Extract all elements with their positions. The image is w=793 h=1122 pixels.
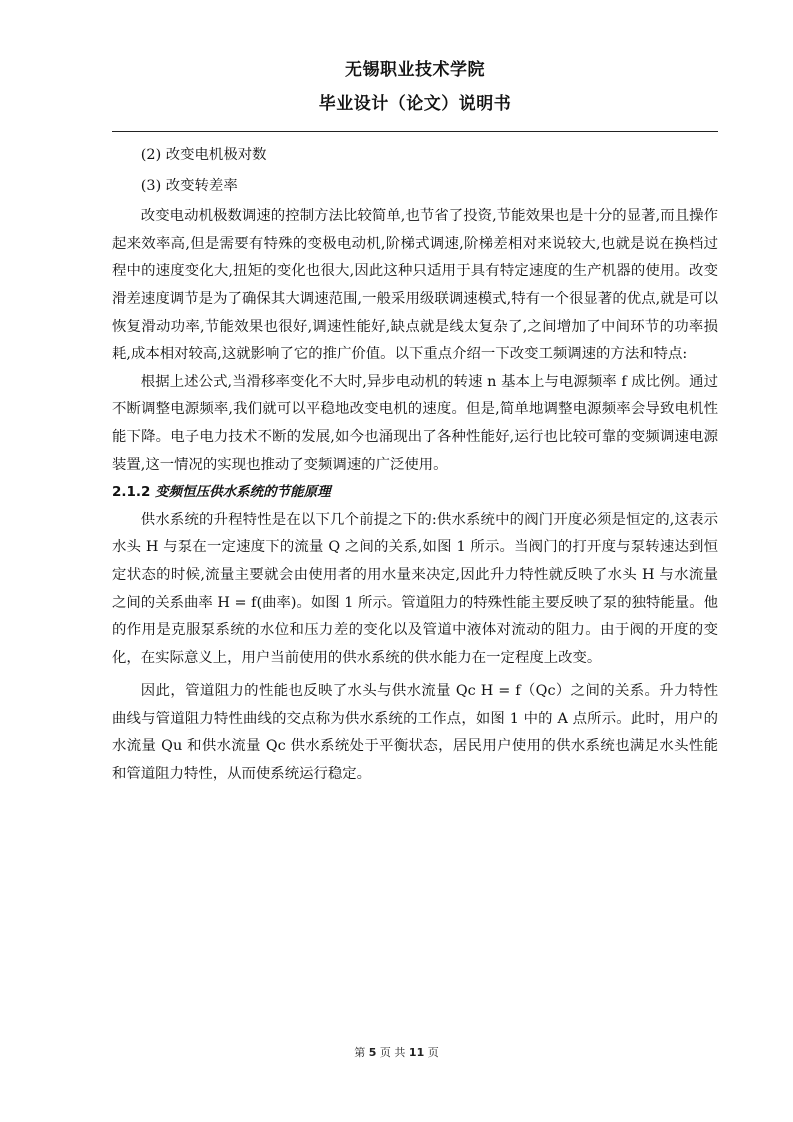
current-page-number: 5: [368, 1046, 377, 1059]
section-number: 2.1.2: [112, 484, 151, 501]
footer-prefix: 第: [354, 1046, 366, 1059]
body-paragraph: 改变电动机极数调速的控制方法比较简单,也节省了投资,节能效果也是十分的显著,而且操作起来效率高,但是需要有特殊的变极电动机,阶梯式调速,阶梯差相对来说较大,也就是说在换档过程中的速度变化大,扭矩的变化也很大,因此这种只适用于具有特定速度的生产机器的使用。改变滑差速度调节是为了确保其大调速范围,一般采用级联调速模式,特有一个很显著的优点,就是可以恢复滑动功率,节能效果也很好,调速性能好,缺点就是线太复杂了,之间增加了中间环节的功率损耗,成本相对较高,这就影响了它的推广价值。以下重点介绍一下改变工频调速的方法和特点:: [112, 208, 718, 363]
body-paragraph: 因此，管道阻力的性能也反映了水头与供水流量 Qc H = f（Qc）之间的关系。升力特性曲线与管道阻力特性曲线的交点称为供水系统的工作点，如图 1 中的 A 点所示。此时，用户的水流量 Qu 和供水流量 Qc 供水系统处于平衡状态，居民用户使用的供水系统也满足水头性能和管道阻力特性，从而使系统运行稳定。: [112, 683, 718, 783]
total-pages-number: 11: [408, 1046, 425, 1059]
header-divider: [112, 131, 718, 132]
footer-middle: 页 共: [379, 1046, 406, 1059]
list-item: (3) 改变转差率: [140, 177, 238, 194]
page-footer: [0, 1044, 793, 1060]
list-item: (2) 改变电机极对数: [140, 147, 267, 163]
body-paragraph: 供水系统的升程特性是在以下几个前提之下的:供水系统中的阀门开度必须是恒定的,这表示水头 H 与泵在一定速度下的流量 Q 之间的关系,如图 1 所示。当阀门的打开度与泵转速达到恒定状态的时候,流量主要就会由使用者的用水量来决定,因此升力特性就反映了水头 H 与水流量之间的关系曲率 H = f(曲率)。如图 1 所示。管道阻力的特殊性能主要反映了泵的独特能量。他的作用是克服泵系统的水位和压力差的变化以及管道中液体对流动的阻力。由于阀的开度的变化，在实际意义上，用户当前使用的供水系统的供水能力在一定程度上改变。: [112, 511, 718, 666]
body-paragraph: 根据上述公式,当滑移率变化不大时,异步电动机的转速 n 基本上与电源频率 f 成比例。通过不断调整电源频率,我们就可以平稳地改变电机的速度。但是,简单地调整电源频率会导致电机性能下降。电子电力技术不断的发展,如今也涌现出了各种性能好,运行也比较可靠的变频调速电源装置,这一情况的实现也推动了变频调速的广泛使用。: [112, 373, 718, 473]
page-header: [112, 58, 718, 116]
footer-suffix: 页: [427, 1046, 439, 1059]
institution-name: 无锡职业技术学院: [345, 60, 485, 80]
document-body: [112, 142, 718, 789]
section-title: 变频恒压供水系统的节能原理: [155, 484, 331, 501]
section-heading: [112, 479, 718, 507]
document-title: 毕业设计（论文）说明书: [318, 94, 512, 114]
